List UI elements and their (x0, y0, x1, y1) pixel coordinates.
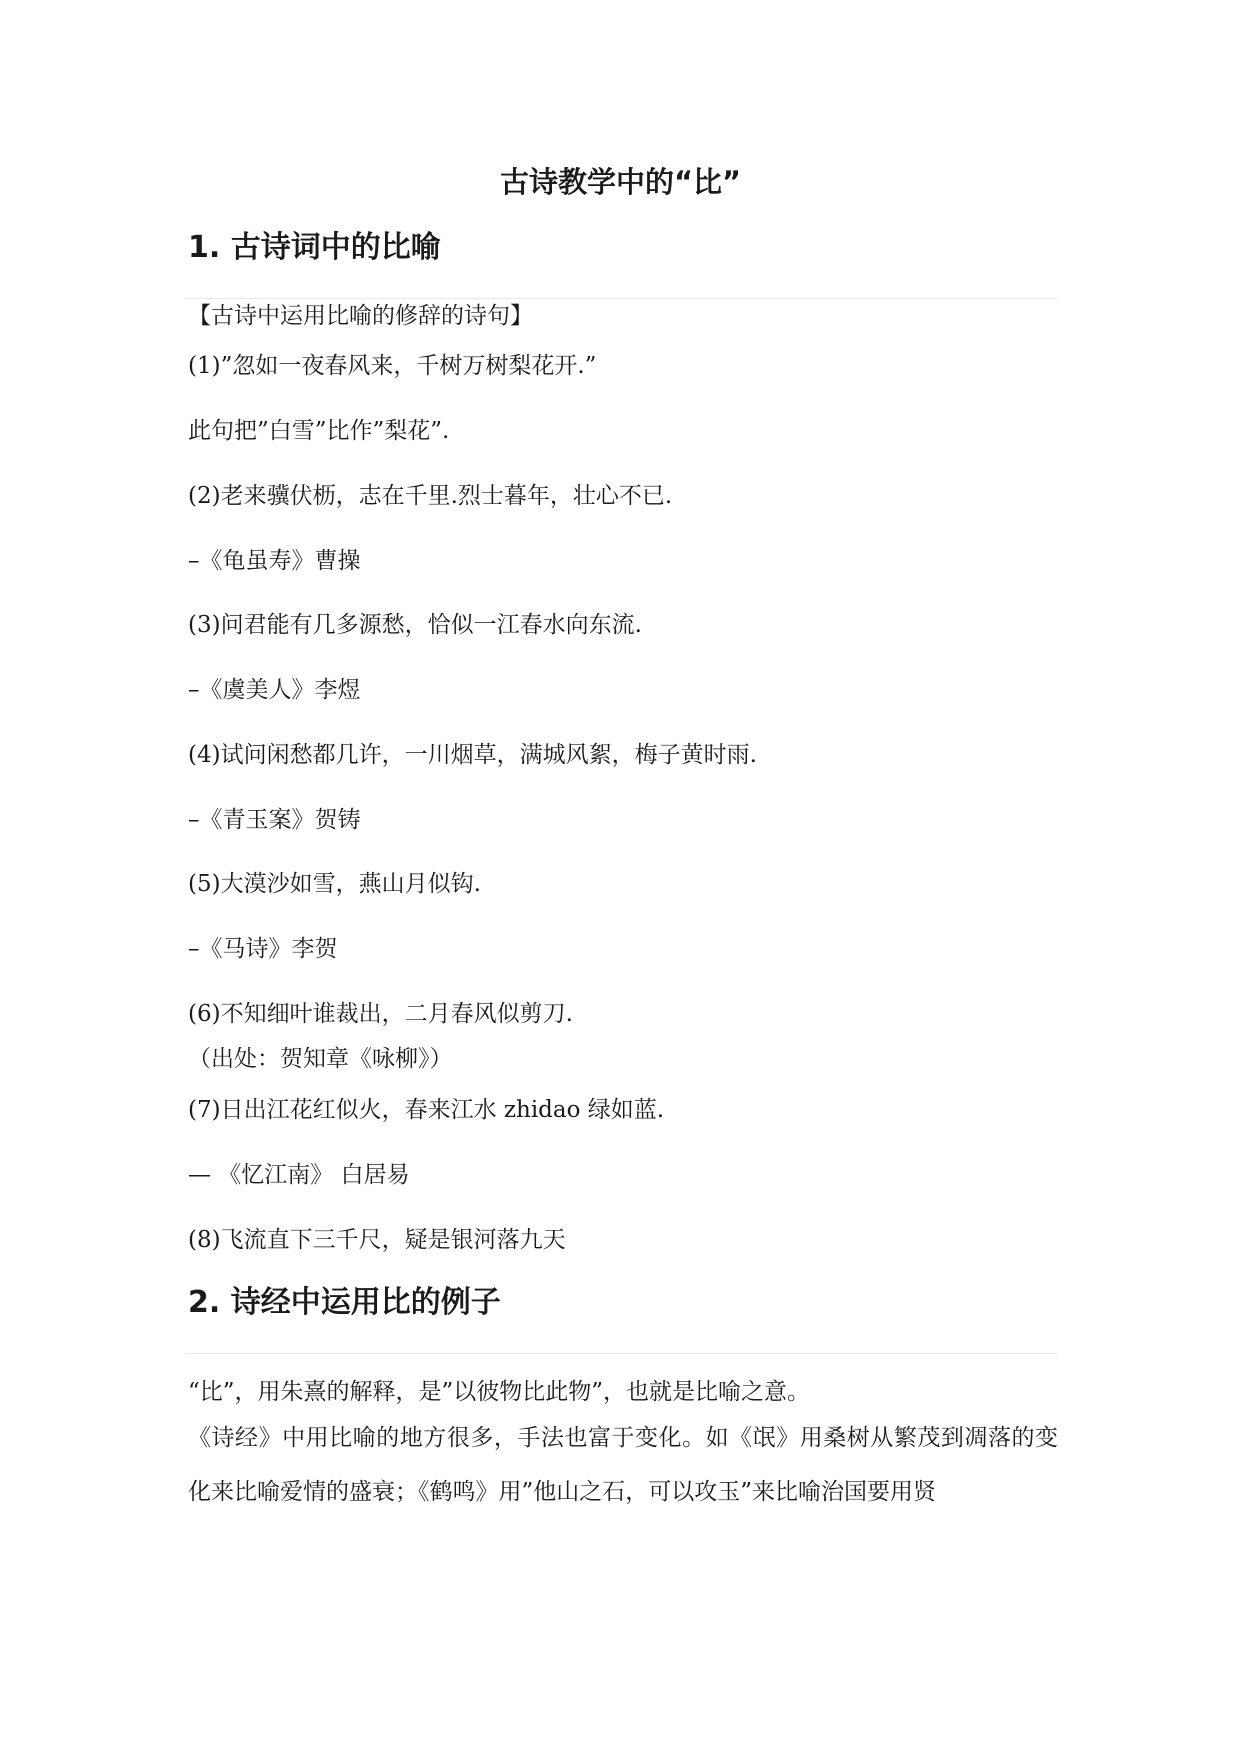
section1-divider (185, 298, 1058, 299)
section2-divider (185, 1353, 1058, 1354)
poem-line-12: （出处：贺知章《咏柳》） (188, 1046, 453, 1072)
poem-line-15: (8)飞流直下三千尺，疑是银河落九天 (188, 1227, 566, 1253)
poem-line-8: –《青玉案》贺铸 (188, 807, 361, 833)
poem-line-13: (7)日出江花红似火，春来江水 zhidao 绿如蓝. (188, 1097, 665, 1123)
section2-heading: 2. 诗经中运用比的例子 (188, 1285, 501, 1320)
poem-line-3: (2)老来骥伏枥，志在千里.烈士暮年，壮心不已. (188, 483, 673, 509)
poem-line-2: 此句把”白雪”比作”梨花”. (188, 418, 450, 444)
poem-line-14: — 《忆江南》 白居易 (188, 1162, 410, 1188)
poem-line-7: (4)试问闲愁都几许，一川烟草，满城风絮，梅子黄时雨. (188, 742, 757, 768)
section2-line-1: “比”，用朱熹的解释，是”以彼物比此物”，也就是比喻之意。 (188, 1379, 811, 1405)
section2-paragraph: 《诗经》中用比喻的地方很多，手法也富于变化。如《氓》用桑树从繁茂到凋落的变化来比喻爱情的盛衰；《鹤鸣》用”他山之石，可以攻玉”来比喻治国要用贤 (188, 1425, 1058, 1505)
section1-intro: 【古诗中运用比喻的修辞的诗句】 (188, 303, 533, 329)
poem-line-10: –《马诗》李贺 (188, 936, 338, 962)
poem-line-1: (1)”忽如一夜春风来，千树万树梨花开.” (188, 353, 597, 379)
poem-line-11: (6)不知细叶谁裁出，二月春风似剪刀. (188, 1001, 573, 1027)
document-title: 古诗教学中的“比” (499, 165, 742, 199)
poem-line-9: (5)大漠沙如雪，燕山月似钩. (188, 871, 481, 897)
poem-line-6: –《虞美人》李煜 (188, 677, 361, 703)
poem-line-5: (3)问君能有几多源愁，恰似一江春水向东流. (188, 612, 642, 638)
poem-line-4: –《龟虽寿》曹操 (188, 548, 361, 574)
section1-heading: 1. 古诗词中的比喻 (188, 230, 441, 265)
